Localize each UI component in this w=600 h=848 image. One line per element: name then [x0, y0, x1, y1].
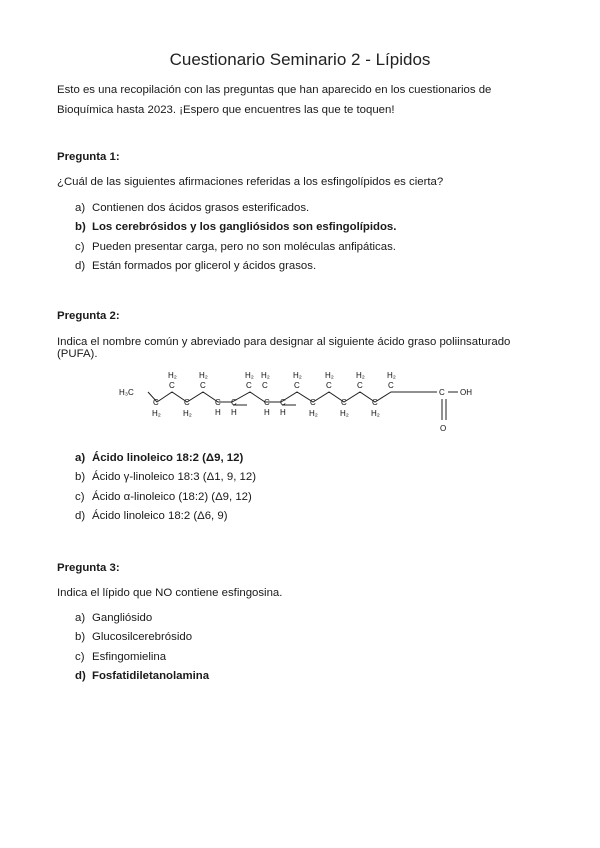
option-letter: b): [75, 471, 86, 484]
methylene-label: H₂: [309, 409, 318, 418]
carbon-label: C: [357, 381, 363, 390]
option-list-item-correct: [75, 667, 209, 686]
methylene-label: H₂: [340, 409, 349, 418]
question-2-heading: Pregunta 2:: [57, 310, 120, 322]
option-letter: c): [75, 240, 85, 253]
carbon-label: C: [153, 398, 159, 407]
carbon-label: C: [372, 398, 378, 407]
option-text: Esfingomielina: [92, 650, 167, 663]
option-text: Fosfatidiletanolamina: [92, 669, 210, 682]
carbon-label: C: [262, 381, 268, 390]
option-text: Ácido linoleico 18:2 (Δ9, 12): [92, 452, 244, 464]
option-letter: b): [75, 221, 86, 234]
question-1-heading: Pregunta 1:: [57, 151, 120, 163]
option-list-item: [75, 257, 396, 276]
methylene-label: H₂: [356, 371, 365, 380]
question-1-text: ¿Cuál de las siguientes afirmaciones referidas a los esfingolípidos es cierta?: [57, 176, 444, 188]
methylene-label: H₂: [371, 409, 380, 418]
bond-lines: [148, 392, 458, 420]
methylene-label: H₂: [261, 371, 270, 380]
option-list-item: [75, 609, 209, 628]
option-letter: a): [75, 612, 86, 624]
hydrogen-label: H: [231, 408, 237, 417]
carbon-label: C: [294, 381, 300, 390]
option-text: Ácido α-linoleico (18:2) (Δ9, 12): [92, 490, 252, 503]
option-text: Pueden presentar carga, pero no son moléculas anfipáticas.: [92, 240, 396, 253]
option-list-item: [75, 488, 256, 507]
atom-labels: [119, 371, 472, 433]
option-text: Ácido linoleico 18:2 (Δ6, 9): [92, 509, 228, 522]
option-letter: c): [75, 650, 85, 663]
option-text: Los cerebrósidos y los gangliósidos son esfingolípidos.: [92, 221, 397, 234]
option-letter: d): [75, 259, 86, 272]
option-text: Contienen dos ácidos grasos esterificados.: [92, 202, 310, 214]
linoleic-acid-structure: [115, 358, 485, 440]
option-list-item: [75, 468, 256, 487]
option-list-item: [75, 628, 209, 647]
option-text: Gangliósido: [92, 612, 153, 624]
carbon-label: C: [231, 398, 237, 407]
option-list-item-correct: [75, 218, 396, 237]
carbon-label: C: [341, 398, 347, 407]
option-text: Están formados por glicerol y ácidos grasos.: [92, 259, 317, 272]
methylene-label: H₂: [152, 409, 161, 418]
question-2-text: Indica el nombre común y abreviado para designar al siguiente ácido graso poliinsaturado (PUFA).: [57, 336, 511, 360]
option-list-item: [75, 648, 209, 667]
option-letter: a): [75, 202, 86, 214]
option-letter: b): [75, 631, 86, 644]
question-3-text: Indica el lípido que NO contiene esfingosina.: [57, 587, 283, 599]
carboxyl-oxygen-label: O: [440, 424, 447, 433]
carbon-label: C: [310, 398, 316, 407]
question-3-heading: Pregunta 3:: [57, 562, 120, 574]
methylene-label: H₂: [387, 371, 396, 380]
hydrogen-label: H: [215, 408, 221, 417]
option-list-item-correct: [75, 449, 256, 468]
methylene-label: H₂: [325, 371, 334, 380]
hydrogen-label: H: [280, 408, 286, 417]
option-text: Glucosilcerebrósido: [92, 631, 193, 644]
carbon-label: C: [215, 398, 221, 407]
hydrogen-label: H: [264, 408, 270, 417]
methylene-label: H₂: [293, 371, 302, 380]
question-1-options: [75, 199, 396, 276]
carbon-label: C: [388, 381, 394, 390]
carbon-label: C: [246, 381, 252, 390]
option-letter: d): [75, 669, 86, 682]
intro-paragraph: Esto es una recopilación con las preguntas que han aparecido en los cuestionarios de Bioquímica hasta 2023. ¡Espero que encuentres las que te toquen!: [57, 84, 492, 116]
methylene-label: H₂: [183, 409, 192, 418]
carbon-label: C: [200, 381, 206, 390]
carboxyl-carbon-label: C: [439, 388, 445, 397]
carbon-label: C: [280, 398, 286, 407]
question-3-options: [75, 609, 209, 686]
option-letter: c): [75, 490, 85, 503]
methylene-label: H₂: [168, 371, 177, 380]
option-list-item: [75, 199, 396, 218]
option-letter: d): [75, 509, 86, 522]
carbon-label: C: [326, 381, 332, 390]
methylene-label: H₂: [199, 371, 208, 380]
hydroxyl-label: OH: [460, 388, 472, 397]
option-letter: a): [75, 452, 86, 464]
option-list-item: [75, 238, 396, 257]
carbon-label: C: [169, 381, 175, 390]
carbon-label: C: [264, 398, 270, 407]
option-list-item: [75, 507, 256, 526]
methylene-label: H₂: [245, 371, 254, 380]
question-2-options: [75, 449, 256, 526]
option-text: Ácido γ-linoleico 18:3 (Δ1, 9, 12): [92, 471, 256, 484]
page-title: Cuestionario Seminario 2 - Lípidos: [169, 50, 431, 69]
carbon-label: C: [184, 398, 190, 407]
methyl-label: H₃C: [119, 388, 134, 397]
